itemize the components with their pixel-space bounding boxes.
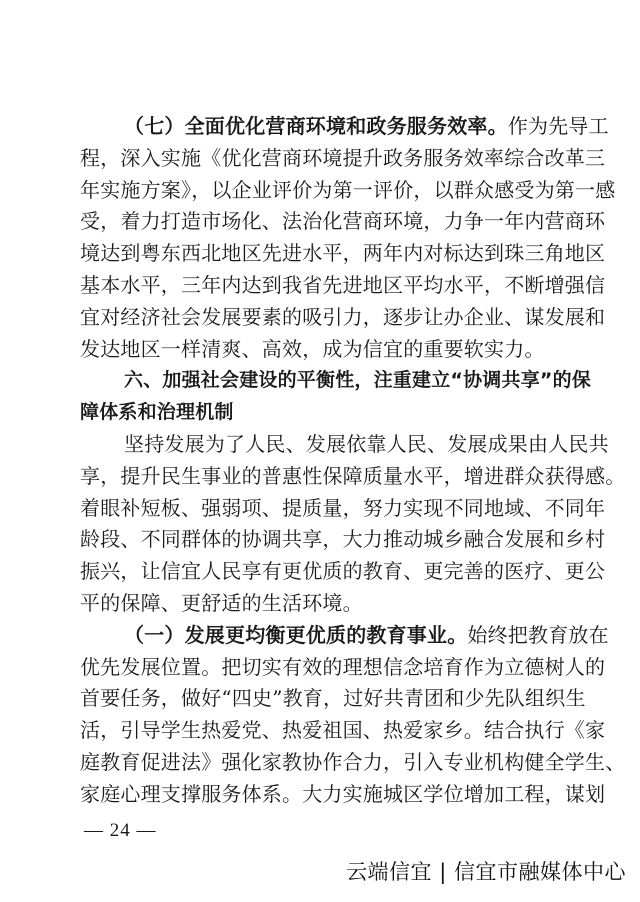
paragraph-line: 宜对经济社会发展要素的吸引力，逐步让办企业、谋发展和 [80,304,606,329]
section-heading-cont: 障体系和治理机制 [80,401,234,424]
paragraph-line: 享，提升民生事业的普惠性保障质量水平，增进群众获得感。 [80,463,626,488]
paragraph-line: 振兴，让信宜人民享有更优质的教育、更完善的医疗、更公 [80,559,606,584]
section-lead: （七）全面优化营商环境和政务服务效率。 [124,114,508,138]
section-lead: （一）发展更均衡更优质的教育事业。 [124,622,468,647]
paragraph-line: 龄段、不同群体的协调共享，大力推动城乡融合发展和乡村 [80,527,606,552]
paragraph-line: 基本水平，三年内达到我省先进地区平均水平，不断增强信 [80,272,606,297]
paragraph-line: 年实施方案》，以企业评价为第一评价，以群众感受为第一感 [80,177,616,202]
paragraph-line: 着眼补短板、强弱项、提质量，努力实现不同地域、不同年 [80,495,606,520]
paragraph-line: 发达地区一样清爽、高效，成为信宜的重要软实力。 [80,336,545,361]
paragraph-line: 活，引导学生热爱党、热爱祖国、热爱家乡。结合执行《家 [80,718,606,743]
paragraph-line: 庭教育促进法》强化家教协作合力，引入专业机构健全学生、 [80,749,626,774]
paragraph-line: 坚持发展为了人民、发展依靠人民、发展成果由人民共 [124,431,609,456]
body-text [80,111,626,811]
watermark: 云端信宜 | 信宜市融媒体中心 [346,860,626,884]
paragraph-line: 首要任务，做好“四史”教育，过好共青团和少先队组织生 [80,686,586,711]
page-number: — 24 — [84,820,157,841]
paragraph-line: 平的保障、更舒适的生活环境。 [80,590,363,615]
paragraph-line: 优先发展位置。把切实有效的理想信念培育作为立德树人的 [80,654,606,679]
paragraph-line: 家庭心理支撑服务体系。大力实施城区学位增加工程，谋划 [80,781,606,806]
paragraph-line: （一）发展更均衡更优质的教育事业。始终把教育放在 [124,622,609,647]
paragraph-line: 程，深入实施《优化营商环境提升政务服务效率综合改革三 [80,145,606,170]
paragraph-line: 境达到粤东西北地区先进水平，两年内对标达到珠三角地区 [80,241,606,266]
paragraph-line: 受，着力打造市场化、法治化营商环境，力争一年内营商环 [80,209,606,234]
paragraph-line: （七）全面优化营商环境和政务服务效率。作为先导工 [124,114,609,138]
section-heading: 六、加强社会建设的平衡性，注重建立“协调共享”的保 [124,369,591,392]
